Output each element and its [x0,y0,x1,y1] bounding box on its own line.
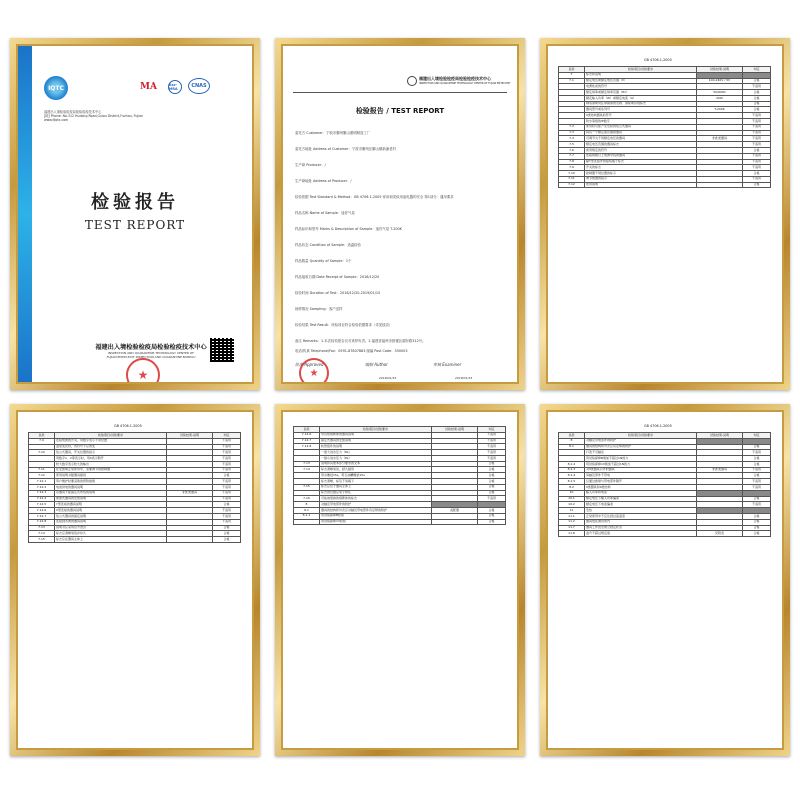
cell-verdict: 合格 [743,444,771,450]
cell-requirement: 制造商或责任承销商的名称、商标或识别标志 [585,101,697,107]
cell-verdict: 不适用 [478,444,506,450]
cell-requirement: 灯泡不可触及 [585,450,697,456]
col-result: 试验结果-说明 [697,433,743,439]
table-row [559,531,771,537]
cell-requirement: 可调节为不同额定电压的器具 [585,136,697,142]
table-row [29,537,241,543]
field-sample-marks: 样品标识和型号 Marks & Description of Sample：迷你气泵 T-200K [295,227,402,231]
cell-verdict: 合格 [743,496,771,502]
field-remarks: 备注 Remarks：1.本次检验报告仅对来样负责。2.福建省福州市鼓楼区湖东路312号。 [295,339,426,343]
field-contact: 电话/传真 Telephone/Fax：0591-87807883 邮编 Post Code：350003 [295,349,408,353]
cell-requirement: 器具工作直至建立稳定状态 [585,525,697,531]
cell-requirement: 对II类器具以外的器具 [585,467,697,473]
cell-verdict: 合格 [213,525,241,531]
cell-clause: 7.16 [294,496,320,502]
cell-verdict: 不适用 [743,485,771,491]
cell-verdict: 不适用 [743,84,771,90]
cell-clause: 8 [559,438,585,444]
cell-requirement: 使用说明书随器具提供 [55,473,167,479]
cell-verdict: 不适用 [743,136,771,142]
table-frame [540,404,790,756]
cell-requirement: 电源性质的符号 [585,84,697,90]
cell-clause: 7.8 [559,159,585,165]
cell-requirement: 器具型号或系列号 [585,107,697,113]
standard-label: GB 4706.1-2005 [644,424,672,428]
address-line: www.fjiqtc.com [44,118,69,123]
cell-clause: 10 [559,490,585,496]
address-line: 福建出入境检验检疫局检验检疫技术中心 [44,110,102,114]
cell-requirement: X型连接的器具说明 [55,508,167,514]
cell-requirement: 额定电压下输入功率偏差 [585,496,697,502]
cell-result: T-200K [697,107,743,113]
cell-requirement: 驻立式器具的固定说明 [55,513,167,519]
cell-clause: 8.1.5 [559,479,585,485]
cell-result [167,537,213,543]
cell-requirement: 用试验探棒13检验 [320,519,432,525]
cover-title-en: TEST REPORT [84,218,186,232]
cell-verdict: 不适用 [478,432,506,438]
cell-clause: 7.11 [29,467,55,473]
cell-result: 100-240V / 5V [697,78,743,84]
col-clause: 条款 [559,67,585,73]
cell-verdict: 不适用 [213,444,241,450]
cell-verdict: 合格 [213,473,241,479]
test-table [558,432,771,537]
cell-clause: 10.1 [559,496,585,502]
sig-examiner: 审核 Examiner [433,362,462,367]
col-verdict: 判定 [743,67,771,73]
cma-logo: MA [140,82,157,92]
cell-requirement: 连接电源的开关，用数字表示不同位置 [55,438,167,444]
cell-requirement: 额定频率或额定频率范围（Hz） [585,90,697,96]
test-table [293,426,506,525]
cell-verdict: 不适用 [213,496,241,502]
cell-verdict: 不适用 [213,456,241,462]
cell-clause: 7.12.3 [29,490,55,496]
cell-requirement: 额定电压或额定电压范围（V） [585,78,697,84]
col-clause: 条款 [559,433,585,439]
col-requirement: 检验项目/试验要求 [585,433,697,439]
cell-clause: 8.2 [559,485,585,491]
field-sample-condition: 样品状态 Condition of Sample：适温检验 [295,243,361,247]
cell-verdict: 不适用 [213,485,241,491]
cell-verdict: 不适用 [213,519,241,525]
cell-verdict: 合格 [743,531,771,537]
cell-requirement: 对触及带电部件的防护 [320,502,432,508]
cell-requirement: 温升不超过规定值 [585,531,697,537]
iqtc-logo: IQTC [44,76,68,100]
sig-author: 编制 Author [365,362,388,367]
cell-requirement: 嵌装式器具的安装说明 [55,496,167,502]
cell-result: 非此类器具 [697,467,743,473]
org-name-en: INSPECTION AND QUARANTINE TECHNOLOGY CENTER OF [107,351,194,355]
cell-verdict: 不适用 [743,502,771,508]
cell-clause: 10.2 [559,502,585,508]
report-title: 检验报告 / TEST REPORT [355,107,445,115]
cell-requirement: 较大数字表示较大的输出 [55,461,167,467]
ilac-logo: ilac-MRA [168,80,182,94]
cell-verdict: 合格 [743,171,771,177]
cell-clause: 11 [559,508,585,514]
cell-verdict: 合格 [743,147,771,153]
frame-border [546,44,784,384]
cell-clause: 7.10 [559,171,585,177]
cell-clause: 7.12.7 [294,438,320,444]
cell-verdict: 合格 [743,101,771,107]
cell-verdict: 合格 [478,484,506,490]
cell-verdict: 合格 [213,502,241,508]
table-page [283,412,517,748]
cell-requirement: 用试验探棒B检验 [320,513,432,519]
cell-verdict: 合格 [478,473,506,479]
col-result: 试验结果-说明 [167,433,213,439]
frame-border [16,410,254,750]
cell-clause: 7.12.8 [294,444,320,450]
cell-clause: 7 [559,72,585,78]
cell-clause: 8.1 [559,444,585,450]
cell-clause: 7.12.6 [29,508,55,514]
col-result: 试验结果-说明 [432,427,478,433]
cell-requirement: 用数字1、2等表示时，用0表示断开 [55,456,167,462]
sig-approved: 批准 Approved [295,362,324,367]
cell-clause: 7.12.8 [29,519,55,525]
cell-requirement: 标志清晰，标签不易揭下 [320,479,432,485]
cell-verdict: 不适用 [213,467,241,473]
cell-clause: 7.12 [29,473,55,479]
table-frame [10,404,260,756]
cell-verdict: 不适用 [743,130,771,136]
cell-requirement: 温度变化时，该符号不应改变 [55,444,167,450]
field-customer: 委托方 Customer：宁波市鄞州鄞山照明制造工厂 [295,131,371,135]
cell-clause: 11.7 [559,525,585,531]
field-test-standard: 检验依据 Test Standard & Method：GB 4706.1-2005 家用和类似用途电器的安全 第1部分：通用要求 [295,195,454,199]
cell-requirement: 额定电压范围的器具标志 [585,142,697,148]
cell-requirement: 输入功率和电流 [585,490,697,496]
red-official-seal: ★ [299,358,329,382]
cell-verdict: 合格 [478,467,506,473]
cell-result: 见附表 [697,531,743,537]
cell-verdict: 合格 [743,95,771,101]
cell-clause: 7.12.4 [29,496,55,502]
cell-verdict: 不适用 [478,496,506,502]
report-page [283,46,517,382]
cell-verdict: 合格 [743,78,771,84]
cell-clause: 7.14 [29,531,55,537]
standard-label: GB 4706.1-2005 [644,58,672,62]
cell-requirement: 调节装置的指示 [585,176,697,182]
table-row [559,182,771,188]
cell-clause: 8.1.2 [559,461,585,467]
cell-verdict: 合格 [478,513,506,519]
field-receipt-date: 样品接收日期 Date Receipt of Sample：2018/12/20 [295,275,380,279]
cell-clause: 7.10 [29,450,55,456]
cell-requirement: 若器具不能固定式布线的说明 [55,490,167,496]
cell-clause: 7.12.6 [294,432,320,438]
test-table [28,432,241,543]
cell-requirement: 控制器不同位置的标示 [585,171,697,177]
cell-clause: 7.12 [559,182,585,188]
cnas-logo: CNAS [188,78,210,94]
cell-verdict: 合格 [213,537,241,543]
field-sample-name: 样品名称 Name of Sample：迷你气泵 [295,211,355,215]
cell-requirement: 器具放在测试角内 [585,519,697,525]
cell-requirement: 电池供电的器具说明 [55,485,167,491]
cell-verdict: 合格 [478,519,506,525]
table-page [548,46,782,382]
cell-clause: 7.15 [294,484,320,490]
cell-verdict: 不适用 [743,159,771,165]
cell-requirement: 带有热熔断体的器具说明 [320,432,432,438]
field-producer-address: 生产商地址 Address of Producer：/ [295,179,352,183]
cell-requirement: 额定输入功率（W）或额定电流（A） [585,95,697,101]
cell-requirement: 器具的结构和外壳应有足够的防护 [585,444,697,450]
frame-border [16,44,254,384]
cell-requirement: 标志的位置应易于辨认 [320,490,432,496]
cell-verdict: 不适用 [213,508,241,514]
cover-page [18,46,252,382]
cell-requirement: 发热 [585,508,697,514]
cell-requirement: II类结构器具的符号 [585,113,697,119]
cell-clause: 7.7 [559,153,585,159]
cell-verdict: 不适用 [478,450,506,456]
cell-clause: 7.9 [559,165,585,171]
table-row [294,519,506,525]
frame-border [281,410,519,750]
cell-verdict: 合格 [478,507,506,513]
cell-clause: 7.4 [559,136,585,142]
sig-date: 2019/01/15 [455,376,473,380]
cell-verdict: 不适用 [213,461,241,467]
org-name-en: FUJIAN ENTRY-EXIT INSPECTION AND QUARANTINE BUREAU [106,355,196,360]
cell-verdict: 不适用 [743,119,771,125]
cell-clause: 7.12.1 [29,479,55,485]
cell-requirement: 开关的标志 [585,165,697,171]
frame-border [281,44,519,384]
cell-verdict: 合格 [743,473,771,479]
header-rule [293,92,507,93]
cell-verdict: 不适用 [743,165,771,171]
cell-clause: 7.1 [559,78,585,84]
col-requirement: 检验项目/试验要求 [320,427,432,433]
cell-requirement: 用水擦拭15s，用石油精擦拭15s [320,473,432,479]
cell-requirement: 连接到水源的器具说明 [55,519,167,525]
cell-requirement: 一最小进水压力（Pa） [320,455,432,461]
address-line: [地] Phone: No.312 Hudong Road,Gulou District,Fuzhou, Fujian [44,114,144,119]
cover-org [46,342,252,359]
cover-title-cn: 检验报告 [91,192,179,213]
cell-requirement: 用试验探棒B施加不超过1N的力 [585,456,697,462]
cell-clause: 8.1.4 [559,473,585,479]
table-frame [275,404,525,756]
cell-verdict: 合格 [213,531,241,537]
cell-requirement: 连接两根以上电源导线的器具 [585,153,697,159]
cell-clause: 7.13 [294,461,320,467]
col-verdict: 判定 [478,427,506,433]
cell-requirement: 标志应清晰易读并持久 [55,531,167,537]
cover-frame [10,38,260,390]
cell-verdict: 合格 [743,461,771,467]
cell-verdict: 不适用 [213,438,241,444]
cell-requirement: 器具的结构和外壳应对触及带电部件有足够的防护 [320,507,432,513]
frame-border [546,410,784,750]
cell-clause: 8.1.3 [559,467,585,473]
table-page [548,412,782,748]
cell-verdict: 合格 [478,479,506,485]
cell-requirement: 防水等级的IP数字 [585,119,697,125]
cell-requirement: 标志应位于器具主体上 [320,484,432,490]
cell-requirement: 仅通过绝缘与带电部件隔开 [585,479,697,485]
cell-requirement: Y型连接的器具说明 [55,502,167,508]
cell-clause: 7.2 [559,124,585,130]
report-header-cn: 福建出入境检验检疫局检验检疫技术中心 [419,76,491,81]
cell-clause: 7.3 [559,130,585,136]
cell-clause: 11.2 [559,519,585,525]
cell-clause: 7.15 [29,537,55,543]
cell-verdict: 合格 [743,107,771,113]
field-test-result: 检验结果 Test Result：所检项目符合检验依据要求（详见续页） [295,323,393,327]
cover-address [44,110,204,123]
cell-requirement: 对触及带电部件的防护 [585,438,697,444]
cell-clause: 7.12.5 [29,502,55,508]
cell-verdict: 不适用 [743,479,771,485]
cell-verdict: 不适用 [478,455,506,461]
col-requirement: 检验项目/试验要求 [585,67,697,73]
cell-requirement: 使用说明 [585,182,697,188]
cell-requirement: 易触及部件不带电 [585,473,697,479]
cell-verdict: 不适用 [743,467,771,473]
cell-clause: 7.12.2 [29,485,55,491]
cell-requirement: 说明和其他本部分要求的文本 [320,461,432,467]
cell-verdict: 合格 [478,490,506,496]
field-sample-quantity: 样品数量 Quantity of Sample：1个 [295,259,352,263]
cell-requirement: 用试验探棒13施加不超过1N的力 [585,461,697,467]
cell-requirement: 使用时可能产生危险的驻立式器具 [585,124,697,130]
cell-clause: 8.1 [294,507,320,513]
cell-result: 非此类器具 [167,490,213,496]
cell-verdict: 合格 [743,513,771,519]
cell-result [697,182,743,188]
cell-clause: 11.8 [559,531,585,537]
cell-clause: 7.5 [559,142,585,148]
cell-verdict: 不适用 [213,479,241,485]
cell-requirement: 可能被更换的熔断体的标志 [320,496,432,502]
col-verdict: 判定 [213,433,241,439]
cell-clause: 7.9 [29,438,55,444]
org-name-cn: 福建出入境检验检疫局检验检疫技术中心 [95,344,207,351]
cell-verdict: 合格 [478,461,506,467]
col-result: 试验结果-说明 [697,67,743,73]
cell-requirement: 除Y型连接外的接线端子标志 [585,159,697,165]
sig-date: 2019/01/15 [379,376,397,380]
field-producer: 生产商 Producer：/ [295,163,326,167]
cell-clause: 7.11 [559,176,585,182]
field-test-duration: 检验时间 Duration of Test：2018/12/20-2019/01/15 [295,291,381,295]
red-official-seal: ★ [126,358,160,382]
org-logo-icon [407,76,417,86]
cell-result: 非此类器具 [697,136,743,142]
cell-requirement: II类器具和II类结构 [585,485,697,491]
cell-requirement: 标志清晰易读，经久耐用 [320,467,432,473]
cell-verdict: 不适用 [743,142,771,148]
cell-result: 50/60Hz [697,90,743,96]
cell-verdict: 不适用 [213,450,241,456]
cell-verdict: 不适用 [743,153,771,159]
standard-label: GB 4706.1-2005 [114,424,142,428]
cell-verdict: 合格 [743,182,771,188]
cell-requirement: 软管组件的说明 [320,444,432,450]
cell-result: 20W [697,95,743,101]
cell-verdict: 合格 [743,456,771,462]
cell-requirement: 在安装或正常使用中，需要调节的控制器 [55,467,167,473]
test-table [558,66,771,188]
cell-verdict: 合格 [743,90,771,96]
cell-verdict: 不适用 [743,124,771,130]
cell-requirement: 标志应在器具主体上 [55,537,167,543]
table-frame [540,38,790,390]
cell-requirement: 额定电压下电流偏差 [585,502,697,508]
cell-verdict: 不适用 [743,176,771,182]
cell-requirement: 正常使用中不应达到过高温度 [585,513,697,519]
cell-clause: 8 [294,502,320,508]
cell-clause: 7.6 [559,147,585,153]
cell-requirement: 使用规定的符号 [585,147,697,153]
cell-clause: 7.14 [294,467,320,473]
cell-verdict: 不适用 [743,450,771,456]
cell-verdict: 不适用 [478,438,506,444]
cell-clause: 7.12.7 [29,513,55,519]
cell-clause: 8.1.1 [294,513,320,519]
cell-clause [294,519,320,525]
cell-verdict: 合格 [743,519,771,525]
report-frame [275,38,525,390]
cell-result [432,519,478,525]
field-customer-address: 委托方地址 Address of Customer：宁波市鄞州区鄞山镇新浦老村 [295,147,396,151]
cell-verdict: 不适用 [743,113,771,119]
cell-requirement: 具有一个额定值范围的器具 [585,130,697,136]
report-header-en: INSPECTION AND QUARANTINE TECHNOLOGY CENTER OF FUJIAN ENTRY-EXIT [419,82,511,85]
cell-result: 适配器 [432,507,478,513]
cell-requirement: 驻立式器具，开关位置的指示 [55,450,167,456]
col-requirement: 检验项目/试验要求 [55,433,167,439]
cell-requirement: 标志和说明 [585,72,697,78]
col-clause: 条款 [294,427,320,433]
field-sampling: 抽样情况 Sampling：客户送样 [295,307,343,311]
cell-verdict: 不适用 [213,513,241,519]
col-clause: 条款 [29,433,55,439]
cell-requirement: 用户维护时要采取的预防措施 [55,479,167,485]
cell-verdict: 合格 [743,525,771,531]
cell-requirement: 说明书应采用官方语言 [55,525,167,531]
cell-clause: 11.1 [559,513,585,519]
table-page [18,412,252,748]
col-verdict: 判定 [743,433,771,439]
cell-requirement: 固定式器具的安装说明 [320,438,432,444]
cover-side-band [18,46,32,382]
cell-clause: 7.13 [29,525,55,531]
cell-requirement: 一最大进水压力（Pa） [320,450,432,456]
cell-verdict: 不适用 [213,490,241,496]
